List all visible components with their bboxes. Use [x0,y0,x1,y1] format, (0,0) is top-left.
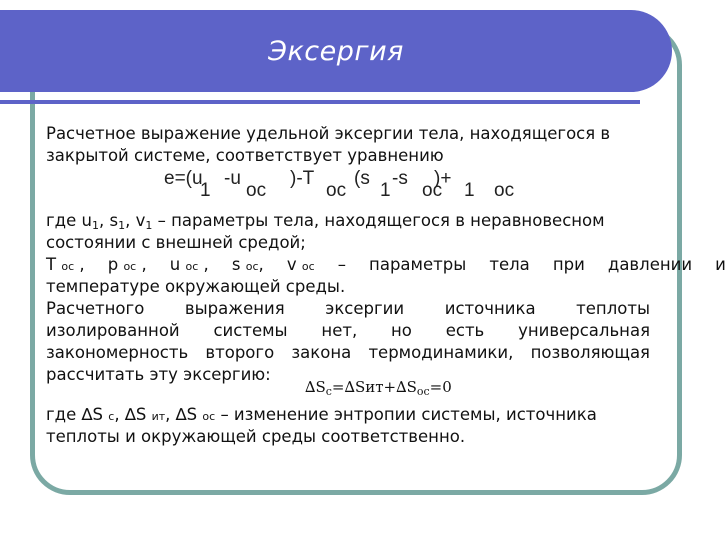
eq-part: )-T [290,168,315,189]
definition-line-3: T oc , p oc , u oc , s oc, v oc – параметры тела при давлении и [46,255,726,274]
eq-part: -s [392,168,408,189]
paragraph-line-1: Расчетного выражения эксергии источника теплоты [46,299,650,318]
title-underline [0,100,640,104]
eq-sub: oc [326,180,347,201]
eq-sub: 1 [464,180,475,201]
intro-line-1: Расчетное выражение удельной эксергии тела, находящегося в [46,124,611,143]
eq-sub: oc [246,180,267,201]
title-bar [0,10,672,92]
definition-line-2: состоянии с внешней средой; [46,233,306,252]
final-line-1: где ∆S c, ∆S ит, ∆S oc – изменение энтропии системы, источника [46,405,597,424]
eq-part: (s [354,168,370,189]
slide-title: Эксергия [268,36,404,67]
definition-line-1: где $u_1$, $s_1$, $v_1$ – параметры тела, находящегося в неравновесном [46,211,605,232]
eq-sub: 1 [200,180,211,201]
eq-part: e=(u [164,168,203,189]
eq-part: -u [224,168,241,189]
eq-sub: oc [494,180,515,201]
paragraph-line-4: рассчитать эту эксергию: [46,365,271,384]
eq-sub: oc [422,180,443,201]
intro-line-2: закрытой системе, соответствует уравнению [46,146,444,165]
definition-line-4: температуре окружающей среды. [46,277,346,296]
eq-part: )+ [434,168,452,189]
paragraph-line-2: изолированной системы нет, но есть универсальная [46,321,650,340]
entropy-balance-formula: $\Delta S_c=\Delta Sит+\Delta S_{oc}=0$ [305,378,452,398]
paragraph-line-3: закономерность второго закона термодинамики, позволяющая [46,343,650,362]
final-line-2: теплоты и окружающей среды соответственно. [46,427,466,446]
exergy-equation [164,168,524,204]
eq-sub: 1 [380,180,391,201]
